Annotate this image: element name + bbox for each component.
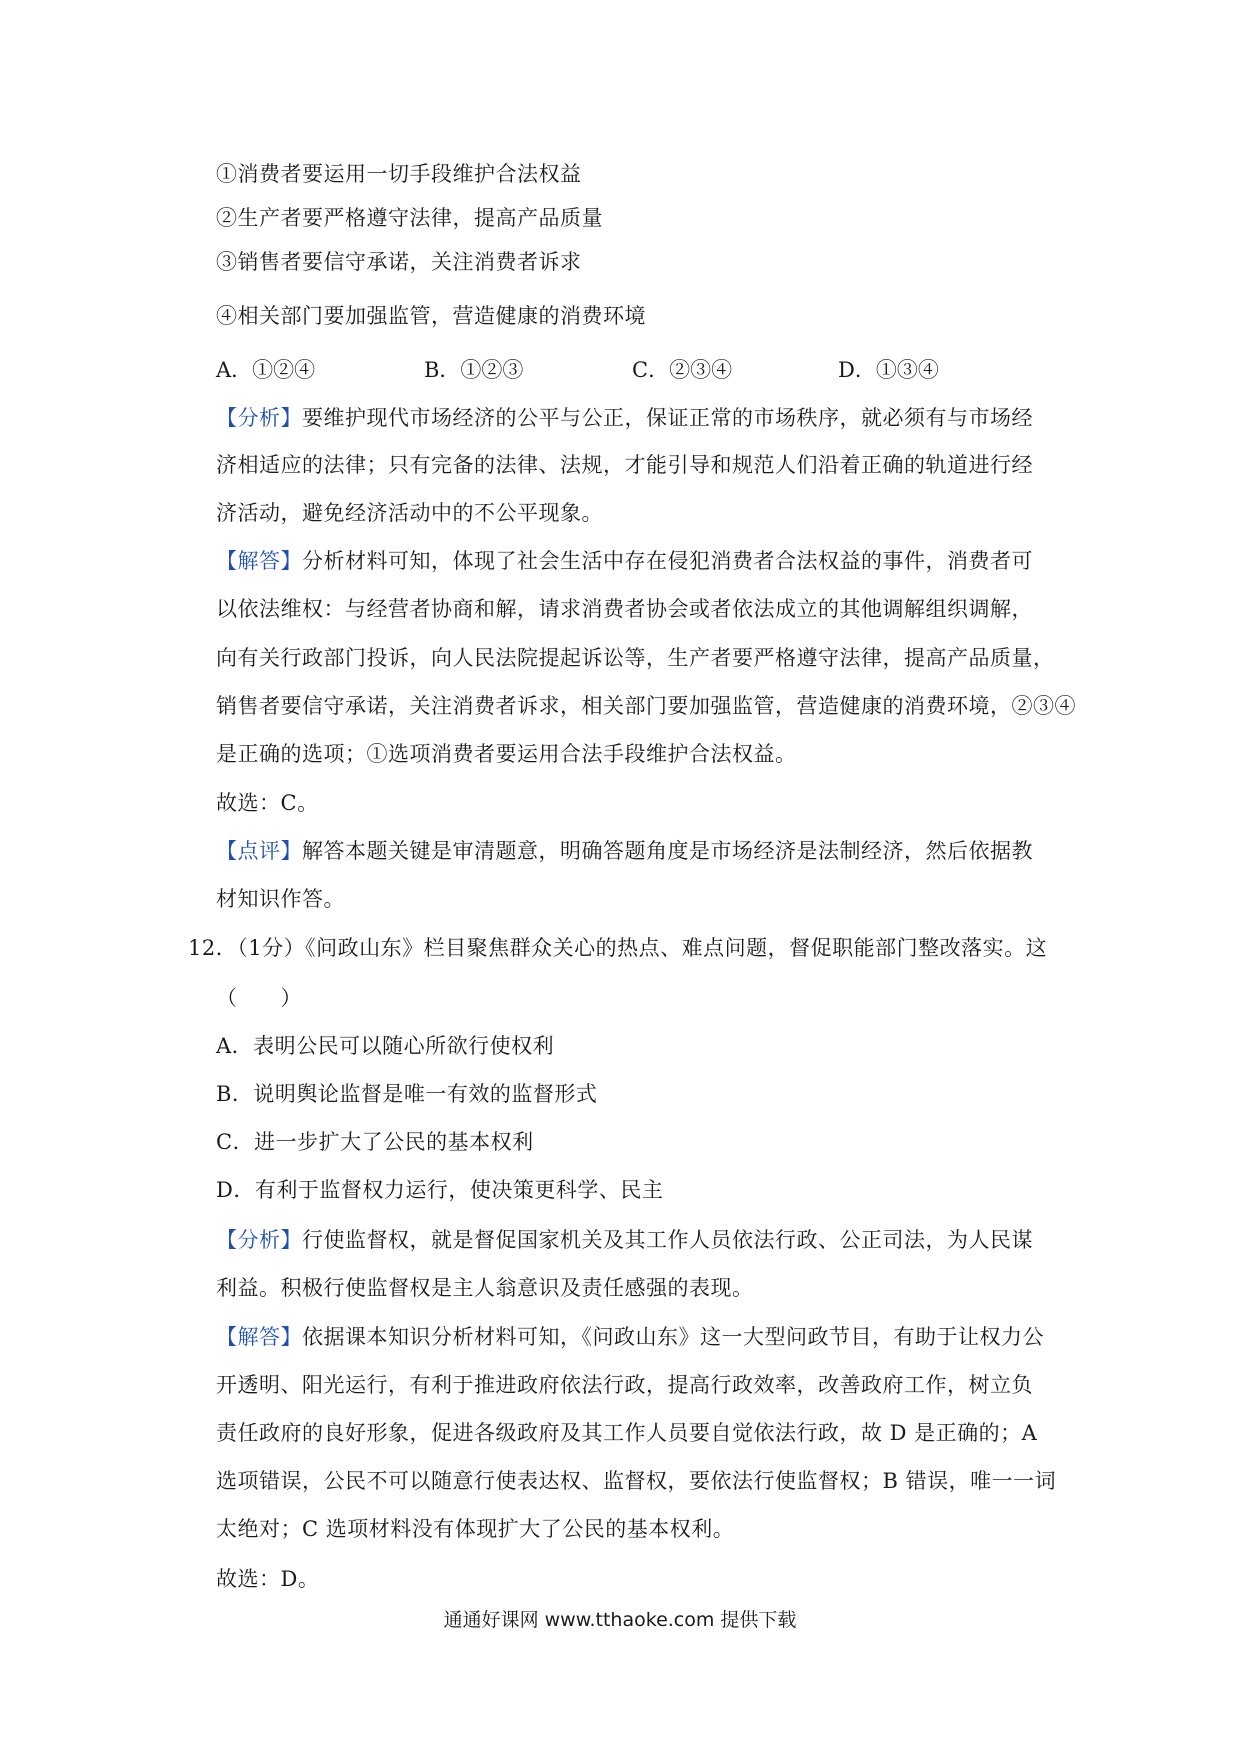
q11-option-c: C．②③④ [632, 358, 733, 382]
q12-answer-line-3: 责任政府的良好形象，促进各级政府及其工作人员要自觉依法行政，故 D 是正确的；A [216, 1421, 1038, 1445]
q12-analysis-line-1 [216, 1225, 1056, 1255]
statement-4: ④相关部门要加强监管，营造健康的消费环境 [216, 304, 646, 328]
q12-blank: （ ） [216, 986, 302, 1010]
q11-comment-line-2: 材知识作答。 [216, 887, 345, 911]
q11-answer-line-4: 销售者要信守承诺，关注消费者诉求，相关部门要加强监管，营造健康的消费环境，②③④ [216, 694, 1076, 718]
statement-2: ②生产者要严格遵守法律，提高产品质量 [216, 206, 603, 230]
statement-1: ①消费者要运用一切手段维护合法权益 [216, 162, 582, 186]
q12-option-b: B．说明舆论监督是唯一有效的监督形式 [216, 1082, 598, 1106]
q12-option-c: C．进一步扩大了公民的基本权利 [216, 1130, 534, 1154]
answer-text: 依据课本知识分析材料可知，《问政山东》这一大型问政节目，有助于让权力公 [302, 1325, 1044, 1349]
q11-options [216, 355, 1056, 385]
analysis-tag: 【分析】 [216, 406, 302, 430]
q12-choice: 故选：D。 [216, 1567, 320, 1591]
q12-answer-line-2: 开透明、阳光运行，有利于推进政府依法行政，提高行政效率，改善政府工作，树立负 [216, 1373, 1033, 1397]
q11-option-d: D．①③④ [838, 358, 939, 382]
q11-option-a: A．①②④ [216, 358, 316, 382]
analysis-text: 行使监督权，就是督促国家机关及其工作人员依法行政、公正司法，为人民谋 [302, 1228, 1033, 1252]
q12-stem: 12．（1分）《问政山东》栏目聚焦群众关心的热点、难点问题，督促职能部门整改落实。这 [188, 936, 1048, 960]
q12-option-d: D．有利于监督权力运行，使决策更科学、民主 [216, 1178, 664, 1202]
answer-text: 分析材料可知，体现了社会生活中存在侵犯消费者合法权益的事件，消费者可 [302, 549, 1033, 573]
footer-download-note: 通通好课网 www.tthaoke.com 提供下载 [443, 1609, 797, 1631]
comment-tag: 【点评】 [216, 839, 302, 863]
q12-analysis-line-2: 利益。积极行使监督权是主人翁意识及责任感强的表现。 [216, 1276, 754, 1300]
q11-comment-line-1 [216, 836, 1056, 866]
q11-option-b: B．①②③ [424, 358, 524, 382]
q12-option-a: A．表明公民可以随心所欲行使权利 [216, 1034, 555, 1058]
answer-tag: 【解答】 [216, 1325, 302, 1349]
q11-analysis-line-2: 济相适应的法律；只有完备的法律、法规，才能引导和规范人们沿着正确的轨道进行经 [216, 453, 1033, 477]
analysis-text: 要维护现代市场经济的公平与公正，保证正常的市场秩序，就必须有与市场经 [302, 406, 1033, 430]
q12-answer-line-5: 太绝对；C 选项材料没有体现扩大了公民的基本权利。 [216, 1517, 735, 1541]
q11-choice: 故选：C。 [216, 791, 319, 815]
statement-3: ③销售者要信守承诺，关注消费者诉求 [216, 250, 582, 274]
q11-answer-line-1 [216, 546, 1056, 576]
answer-tag: 【解答】 [216, 549, 302, 573]
analysis-tag: 【分析】 [216, 1228, 302, 1252]
q11-analysis-line-1 [216, 403, 1056, 433]
q12-answer-line-4: 选项错误，公民不可以随意行使表达权、监督权，要依法行使监督权；B 错误，唯一一词 [216, 1469, 1057, 1493]
q12-answer-line-1 [216, 1322, 1056, 1352]
q11-answer-line-3: 向有关行政部门投诉，向人民法院提起诉讼等，生产者要严格遵守法律，提高产品质量， [216, 646, 1055, 670]
comment-text: 解答本题关键是审清题意，明确答题角度是市场经济是法制经济，然后依据教 [302, 839, 1033, 863]
q11-answer-line-2: 以依法维权：与经营者协商和解，请求消费者协会或者依法成立的其他调解组织调解， [216, 597, 1033, 621]
q11-analysis-line-3: 济活动，避免经济活动中的不公平现象。 [216, 501, 603, 525]
q11-answer-line-5: 是正确的选项；①选项消费者要运用合法手段维护合法权益。 [216, 742, 797, 766]
